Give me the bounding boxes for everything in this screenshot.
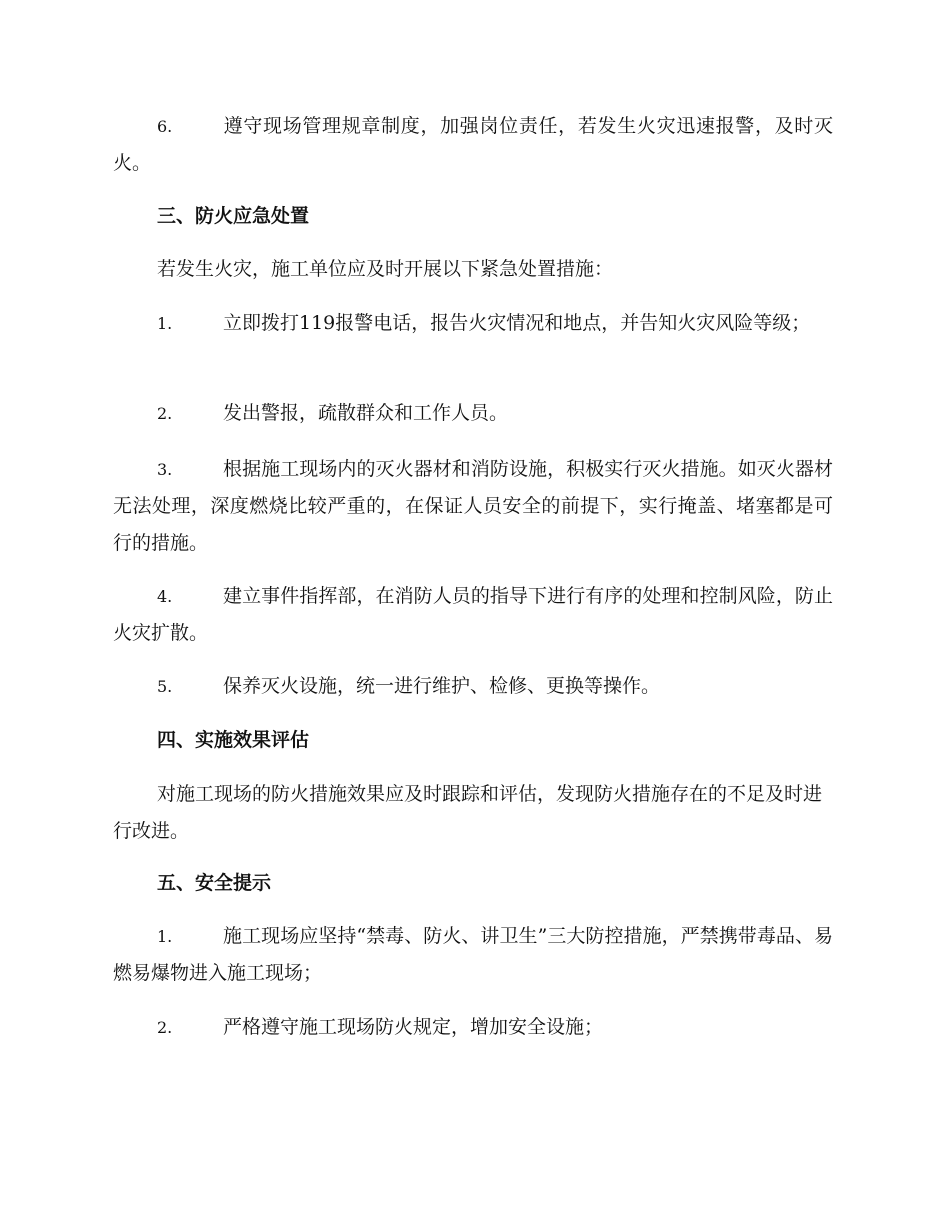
- item-number: 1.: [157, 314, 173, 333]
- item-number: 1.: [157, 927, 173, 946]
- item-number: 2.: [157, 404, 173, 423]
- item-text: 根据施工现场内的灭火器材和消防设施，积极实行灭火措施。如灭火器材无法处理，深度燃烧比较严重的，在保证人员安全的前提下，实行掩盖、堵塞都是可行的措施。: [113, 458, 833, 554]
- item-number: 4.: [157, 587, 173, 606]
- item-text: 立即拨打119报警电话，报告火灾情况和地点，并告知火灾风险等级；: [223, 312, 811, 334]
- item-number: 3.: [157, 460, 173, 479]
- list-item-2: [113, 1009, 833, 1046]
- item-number: 6.: [157, 117, 173, 136]
- section-heading-4: 四、实施效果评估: [157, 729, 310, 751]
- section-heading-5: 五、安全提示: [157, 872, 272, 894]
- item-text: 保养灭火设施，统一进行维护、检修、更换等操作。: [223, 675, 661, 697]
- list-item-5: [113, 668, 833, 705]
- list-item-2: [113, 395, 833, 432]
- item-text: 建立事件指挥部，在消防人员的指导下进行有序的处理和控制风险，防止火灾扩散。: [113, 585, 833, 644]
- item-number: 2.: [157, 1018, 173, 1037]
- item-text: 施工现场应坚持“禁毒、防火、讲卫生”三大防控措施，严禁携带毒品、易燃易爆物进入施工现场；: [113, 925, 833, 984]
- list-item-1: [113, 918, 833, 992]
- list-item-6: [113, 108, 833, 182]
- list-item-4: [113, 578, 833, 652]
- paragraph-intro: 若发生火灾，施工单位应及时开展以下紧急处置措施：: [157, 258, 614, 280]
- item-text: 发出警报，疏散群众和工作人员。: [223, 402, 509, 424]
- item-text: 遵守现场管理规章制度，加强岗位责任，若发生火灾迅速报警，及时灭火。: [113, 115, 833, 174]
- section-heading-3: 三、防火应急处置: [157, 205, 310, 227]
- paragraph-evaluation: 对施工现场的防火措施效果应及时跟踪和评估，发现防火措施存在的不足及时进行改进。: [113, 783, 823, 842]
- item-number: 5.: [157, 677, 173, 696]
- item-text: 严格遵守施工现场防火规定，增加安全设施；: [223, 1016, 604, 1038]
- list-item-3: [113, 451, 833, 562]
- list-item-1: [113, 305, 833, 342]
